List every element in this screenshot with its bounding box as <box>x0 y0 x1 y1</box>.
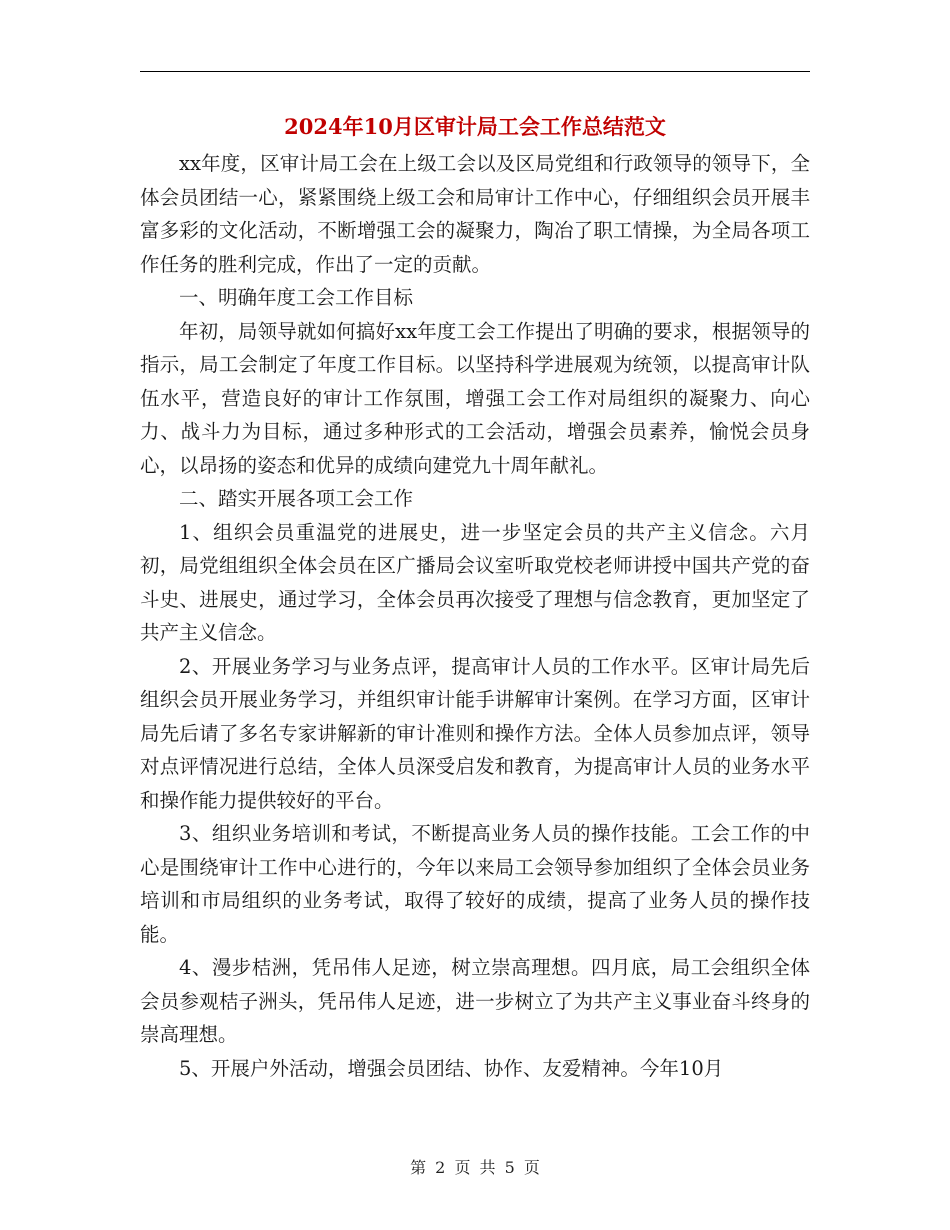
header-rule <box>140 71 810 72</box>
paragraph-intro: xx年度，区审计局工会在上级工会以及区局党组和行政领导的领导下，全体会员团结一心，紧紧围绕上级工会和局审计工作中心，仔细组织会员开展丰富多彩的文化活动，不断增强工会的凝聚力，陶冶了职工情操，为全局各项工作任务的胜利完成，作出了一定的贡献。 <box>140 152 810 276</box>
paragraph-item-1: 1、组织会员重温党的进展史，进一步坚定会员的共产主义信念。六月初，局党组组织全体会员在区广播局会议室听取党校老师讲授中国共产党的奋斗史、进展史，通过学习，全体会员再次接受了理想与信念教育，更加坚定了共产主义信念。 <box>140 520 810 644</box>
section-heading-2: 二、踏实开展各项工会工作 <box>179 487 414 510</box>
document-body <box>140 147 810 1085</box>
paragraph-item-5: 5、开展户外活动，增强会员团结、协作、友爱精神。今年10月 <box>179 1056 724 1080</box>
paragraph-item-4: 4、漫步桔洲，凭吊伟人足迹，树立崇高理想。四月底，局工会组织全体会员参观桔子洲头，凭吊伟人足迹，进一步树立了为共产主义事业奋斗终身的崇高理想。 <box>140 956 810 1046</box>
paragraph-item-2: 2、开展业务学习与业务点评，提高审计人员的工作水平。区审计局先后组织会员开展业务学习，并组织审计能手讲解审计案例。在学习方面，区审计局先后请了多名专家讲解新的审计准则和操作方法。全体人员参加点评，领导对点评情况进行总结，全体人员深受启发和教育，为提高审计人员的业务水平和操作能力提供较好的平台。 <box>140 654 810 812</box>
document-title: 2024年10月区审计局工会工作总结范文 <box>284 114 666 139</box>
paragraph-item-3: 3、组织业务培训和考试，不断提高业务人员的操作技能。工会工作的中心是围绕审计工作中心进行的，今年以来局工会领导参加组织了全体会员业务培训和市局组织的业务考试，取得了较好的成绩，提高了业务人员的操作技能。 <box>140 822 810 946</box>
page-number: 第 2 页 共 5 页 <box>410 1158 540 1177</box>
paragraph-goals: 年初，局领导就如何搞好xx年度工会工作提出了明确的要求，根据领导的指示，局工会制定了年度工作目标。以坚持科学进展观为统领，以提高审计队伍水平，营造良好的审计工作氛围，增强工会工作对局组织的凝聚力、向心力、战斗力为目标，通过多种形式的工会活动，增强会员素养，愉悦会员身心，以昂扬的姿态和优异的成绩向建党九十周年献礼。 <box>140 319 810 477</box>
section-heading-1: 一、明确年度工会工作目标 <box>179 286 414 309</box>
